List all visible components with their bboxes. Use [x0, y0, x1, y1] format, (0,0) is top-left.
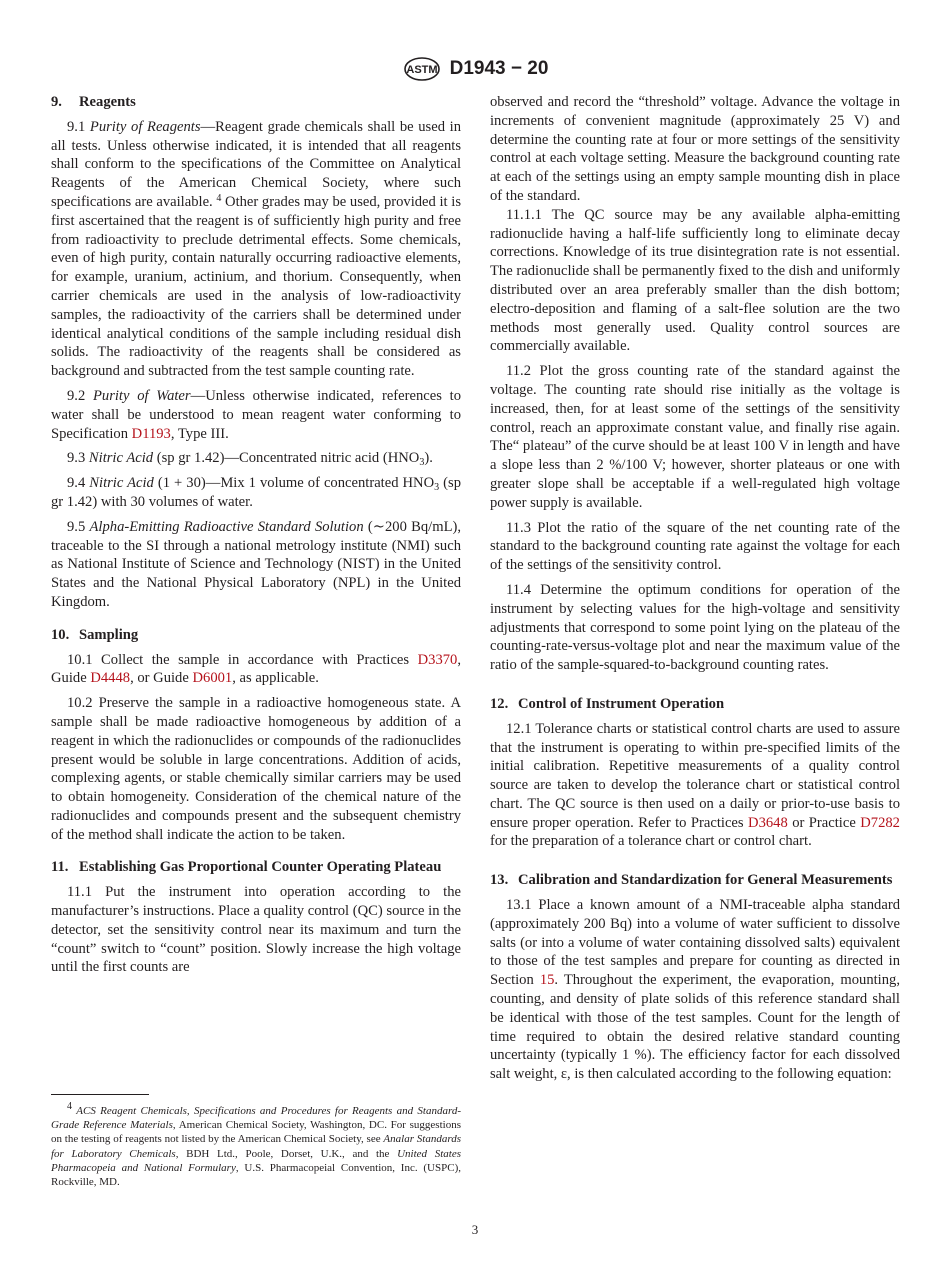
paragraph-11-4: 11.4 Determine the optimum conditions for operation of the instrument by selecting values for the high-voltage and sensitivity adjustments that correspond to some point lying on the plateau of the counting-rate-versus-voltage plot and near the maximum value of the ratio of the sample-squared-to-background counting rates. [490, 581, 900, 674]
right-column [490, 93, 900, 1084]
section-11-heading: 11. Establishing Gas Proportional Counter Operating Plateau [51, 859, 442, 876]
document-designation: D1943 − 20 [449, 58, 549, 79]
link-d6001[interactable]: D6001 [192, 670, 233, 687]
paragraph-11-2: 11.2 Plot the gross counting rate of the standard against the voltage. The counting rate should rise initially as the voltage is increased, then, for at least some of the settings of the sensitivity control, reach an approximate constant value, and finally rise again. The“ plateau” of the curve should be at least 100 V in length and have a slope less than 2 %/100 V; however, shorter plateaus or one with greater slope shall be acceptable if a well-regulated high voltage power supply is available. [490, 363, 900, 511]
paragraph-9-5: 9.5 Alpha-Emitting Radioactive Standard Solution (∼200 Bq/mL), traceable to the SI through a national metrology institute (NMI) such as National Institute of Science and Technology (NIST) in the United States and the National Physical Laboratory (NPL) in the United Kingdom. [51, 518, 461, 610]
svg-text:ASTM: ASTM [406, 64, 438, 76]
footnote-ref[interactable]: 4 [216, 192, 222, 204]
paragraph-10-1: 10.1 Collect the sample in accordance with Practices D3370, Guide D4448, or Guide D6001, as applicable. [51, 651, 461, 687]
link-d7282[interactable]: D7282 [860, 814, 900, 831]
paragraph-11-1-continued: observed and record the “threshold” voltage. Advance the voltage in increments of convenient magnitude (approximately 25 V) and determine the counting rate at four or more settings of the sensitivity control at each voltage setting. Measure the background counting rate at each of the settings using an empty sample mounting dish in place of the standard. [490, 94, 900, 204]
footnote-divider [51, 1094, 149, 1095]
astm-logo-icon [402, 56, 442, 82]
paragraph-9-2: 9.2 Purity of Water—Unless otherwise indicated, references to water shall be understood to mean reagent water conforming to Specification D1193, Type III. [51, 387, 461, 442]
paragraph-9-3: 9.3 Nitric Acid (sp gr 1.42)—Concentrated nitric acid $(HNO_3)$. [67, 450, 433, 469]
link-d1193[interactable]: D1193 [131, 425, 171, 442]
section-12-heading: 12. Control of Instrument Operation [490, 695, 725, 712]
page-header [0, 56, 950, 84]
paragraph-13-1: 13.1 Place a known amount of a NMI-traceable alpha standard (approximately 200 Bq) into a volume of water sufficient to dissolve salts (or into a volume of water containing dissolved salts) equivalent to those of the test samples and prepare for counting as directed in Section 15. Throughout the experiment, the evaporation, mounting, counting, and density of plate solids of this reference standard shall be identical with those of the test samples. Count for the length of time required to obtain the desired relative standard counting uncertainty (typically 1 %). The efficiency factor for each dissolved salt weight, ε, is then calculated according to the following equation: [490, 897, 900, 1083]
link-d3370[interactable]: D3370 [417, 651, 458, 668]
paragraph-11-1-1: 11.1.1 The QC source may be any available alpha-emitting radionuclide having a half-life sufficiently long to eliminate decay corrections. Knowledge of its true disintegration rate is not essential. The radionuclide shall be permanently fixed to the dish and uniformly distributed over an area preferably smaller than the dish bottom; electro-deposition and flaming of a salt-flee solution are the two methods most generally used. Quality control sources are commercially available. [490, 206, 900, 355]
section-10-heading: 10. Sampling [51, 626, 139, 643]
paragraph-12-1: 12.1 Tolerance charts or statistical control charts are used to assure that the instrument is operating to within pre-specified limits of the initial calibration. Repetitive measurements of a quality control source are taken to develop the tolerance chart or statistical control chart. The QC source is then used on a daily or prior-to-use basis to ensure proper operation. Refer to Practices D3648 or Practice D7282 for the preparation of a tolerance chart or control chart. [490, 720, 900, 850]
section-9-heading: 9. Reagents [51, 94, 136, 110]
paragraph-9-1: 9.1 Purity of Reagents—Reagent grade chemicals shall be used in all tests. Unless otherwise indicated, it is intended that all reagents shall conform to the specifications of the Committee on Analytical Reagents of the American Chemical Society, where such specifications are available. $^4$ Other grades may be used, provided it is first ascertained that the reagent is of sufficiently high purity and free from radioactivity to preclude detrimental effects. Some chemicals, even of high purity, contain naturally occurring radioactive elements, for example, uranium, actinium, and thorium. Consequently, when carrier chemicals are used in the analysis of low-radioactivity samples, the radioactivity of the carriers shall be determined under identical analytical conditions of the sample including residual dish solids. The radioactivity of the reagents shall be considered as background and subtracted from the test sample counting rate. [51, 118, 462, 380]
link-d4448[interactable]: D4448 [90, 670, 131, 687]
footnote-4: $^4$ ACS Reagent Chemicals, Specifications and Procedures for Reagents and Standard-Grade Reference Materials, American Chemical Society, Washington, DC. For suggestions on the testing of reagents not listed by the American Chemical Society, see Analar Standards for Laboratory Chemicals, BDH Ltd., Poole, Dorset, U.K., and the United States Pharmacopeia and National Formulary, U.S. Pharmacopeial Convention, Inc. (USPC), Rockville, MD. [51, 1101, 462, 1189]
paragraph-11-1: 11.1 Put the instrument into operation according to the manufacturer’s instructions. Place a quality control (QC) source in the detector, set the sensitivity control near its maximum and turn the “count” switch to “count” position. Slowly increase the high voltage until the first counts are [51, 884, 461, 976]
section-13-heading: 13. Calibration and Standardization for General Measurements [490, 872, 893, 889]
link-d3648[interactable]: D3648 [748, 814, 788, 831]
paragraph-9-4: 9.4 Nitric Acid (1 + 30)—Mix 1 volume of concentrated $HNO_3$ (sp gr 1.42) with 30 volumes of water. [51, 475, 461, 510]
paragraph-11-3: 11.3 Plot the ratio of the square of the net counting rate of the standard to the background counting rate against the voltage for each of the settings of the sensitivity control. [490, 519, 900, 574]
link-section-15[interactable]: 15 [539, 972, 555, 989]
paragraph-10-2: 10.2 Preserve the sample in a radioactive homogeneous state. A sample shall be made radioactive homogeneous by addition of a reagent in which the radionuclides or compounds of the radionuclides present would be soluble in large concentrations. Addition of acids, complexing agents, or stable chemically similar carriers may be used to obtain homogeneity. Consideration of the chemical nature of the radionuclides and compounds present and the subsequent chemistry of the method shall indicate the action to be taken. [51, 695, 461, 843]
left-column [51, 93, 461, 977]
page-number: 3 [471, 1222, 479, 1237]
